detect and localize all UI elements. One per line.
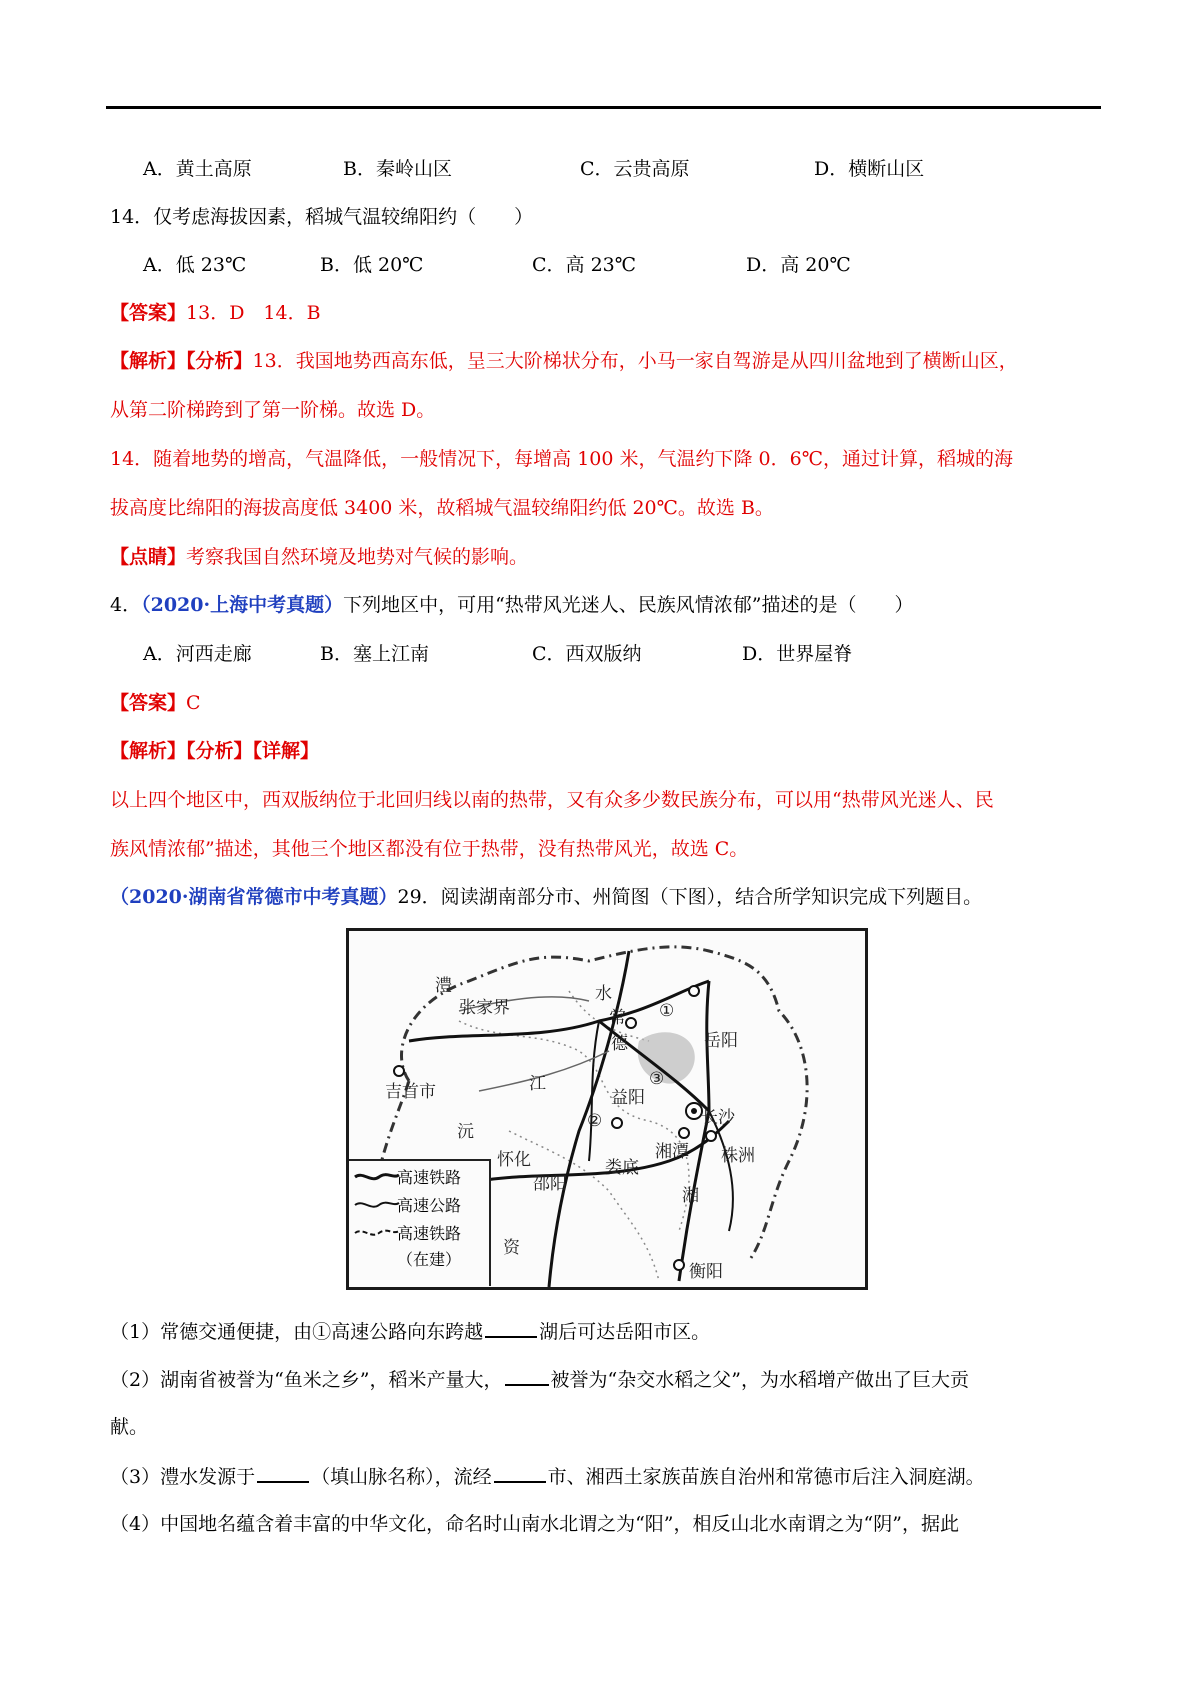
sub-question-2	[110, 1366, 969, 1393]
q4-stem-line	[110, 592, 914, 618]
analysis-1-line-2: 从第二阶梯跨到了第一阶梯。故选 D。	[110, 399, 436, 421]
legend-symbol-railway-building	[355, 1231, 399, 1235]
sub-question-3-post: 市、湘西土家族苗族自治州和常德市后注入洞庭湖。	[547, 1466, 985, 1488]
q14-option-c: C．高 23℃	[532, 254, 637, 276]
q29-stem: 29．阅读湖南部分市、州简图（下图），结合所学知识完成下列题目。	[397, 886, 983, 908]
loudi-city-symbol	[612, 1118, 622, 1128]
q4-option-d: D．世界屋脊	[742, 643, 853, 665]
legend-label-railway-building: 高速铁路	[397, 1224, 462, 1243]
map-label-xiangtan: 湘潭	[655, 1142, 689, 1162]
sub-question-1-pre: （1）常德交通便捷，由①高速公路向东跨越	[110, 1321, 484, 1343]
map-label-jishou: 吉首市	[385, 1082, 436, 1102]
zhuzhou-city-symbol	[706, 1131, 716, 1141]
analysis-1-line-3: 14．随着地势的增高，气温降低，一般情况下，每增高 100 米，气温约下降 0．6℃，通过计算，稻城的海	[110, 448, 1013, 470]
comment-1	[110, 544, 528, 570]
map-label-yuan: 沅	[457, 1122, 474, 1142]
q29-stem-line	[110, 884, 982, 910]
q29-source: （2020·湖南省常德市中考真题）	[110, 886, 398, 908]
sub-question-2-pre: （2）湖南省被誉为“鱼米之乡”，稻米产量大，	[110, 1369, 503, 1391]
comment-1-text: 考察我国自然环境及地势对气候的影响。	[186, 546, 529, 568]
map-label-loudi: 娄底	[605, 1158, 639, 1178]
sub-question-3	[110, 1463, 985, 1490]
map-label-yiyang: 益阳	[611, 1088, 645, 1108]
q13-option-b: B．秦岭山区	[343, 158, 452, 180]
analysis-1-text-1: 13．我国地势西高东低，呈三大阶梯状分布，小马一家自驾游是从四川盆地到了横断山区，	[252, 350, 1018, 372]
map-label-yueyang: 岳阳	[704, 1031, 738, 1051]
map-label-circle-1: ①	[659, 1001, 675, 1021]
legend-label-under-construction: （在建）	[397, 1250, 462, 1269]
map-label-changsha: 长沙	[701, 1108, 735, 1128]
q4-source: （2020·上海中考真题）	[141, 594, 344, 616]
q4-option-c: C．西双版纳	[532, 643, 642, 665]
map-label-xiang: 湘	[682, 1186, 699, 1206]
sub-question-2-blank[interactable]	[505, 1366, 549, 1386]
analysis-1-line-1	[110, 348, 1018, 374]
answer-1	[110, 300, 321, 326]
analysis-1-tag: 【解析】【分析】	[110, 350, 253, 372]
q4-option-a: A．河西走廊	[143, 643, 252, 665]
answer-2	[110, 690, 201, 716]
answer-1-tag: 【答案】	[110, 302, 187, 324]
map-label-shui: 水	[595, 984, 612, 1004]
q14-option-d: D．高 20℃	[746, 254, 851, 276]
map-label-shaoyang: 邵阳	[533, 1174, 567, 1194]
hunan-map	[346, 928, 868, 1290]
map-label-circle-3: ③	[649, 1069, 665, 1089]
sub-question-1	[110, 1318, 710, 1345]
q13-option-c: C．云贵高原	[580, 158, 690, 180]
map-label-zi: 资	[503, 1238, 520, 1258]
yueyang-city-symbol	[689, 986, 699, 996]
changde-city-symbol	[626, 1018, 636, 1028]
sub-question-3-pre: （3）澧水发源于	[110, 1466, 256, 1488]
legend-label-highway: 高速公路	[397, 1196, 462, 1215]
q14-stem: 14．仅考虑海拔因素，稻城气温较绵阳约（ ）	[110, 206, 534, 228]
sub-question-2-cont: 献。	[110, 1416, 149, 1438]
sub-question-1-post: 湖后可达岳阳市区。	[539, 1321, 711, 1343]
map-label-hengyang: 衡阳	[689, 1262, 723, 1282]
legend-label-railway: 高速铁路	[397, 1168, 462, 1187]
analysis-2-tag: 【解析】【分析】【详解】	[110, 740, 320, 762]
comment-1-tag: 【点睛】	[110, 546, 187, 568]
q14-option-a: A．低 23℃	[143, 254, 247, 276]
analysis-2-line-1: 以上四个地区中，西双版纳位于北回归线以南的热带，又有众多少数民族分布，可以用“热带风光迷人、民	[110, 789, 994, 811]
legend-symbol-railway	[355, 1175, 399, 1179]
sub-question-3-mid: （填山脉名称），流经	[311, 1466, 492, 1488]
q14-option-b: B．低 20℃	[320, 254, 424, 276]
changsha-city-dot	[691, 1108, 697, 1114]
map-label-jiang: 江	[529, 1074, 546, 1094]
map-label-zhuzhou: 株洲	[721, 1146, 755, 1166]
legend-symbol-highway	[355, 1203, 399, 1207]
sub-question-1-blank[interactable]	[485, 1318, 537, 1338]
answer-2-text: C	[186, 692, 201, 714]
map-label-zhangjiajie: 张家界	[459, 998, 510, 1018]
map-label-chang: 常	[609, 1008, 626, 1028]
q4-stem: 下列地区中，可用“热带风光迷人、民族风情浓郁”描述的是（ ）	[343, 594, 914, 616]
map-label-li: 澧	[435, 976, 452, 996]
map-label-de: 德	[611, 1034, 628, 1054]
q13-option-d: D．横断山区	[814, 158, 925, 180]
q4-option-b: B．塞上江南	[320, 643, 429, 665]
analysis-1-line-4: 拔高度比绵阳的海拔高度低 3400 米，故稻城气温较绵阳约低 20℃。故选 B。	[110, 497, 774, 519]
map-legend	[349, 1159, 491, 1286]
q4-number: 4．	[110, 594, 142, 616]
sub-question-4: （4）中国地名蕴含着丰富的中华文化，命名时山南水北谓之为“阳”，相反山北水南谓之为“阴”，据此	[110, 1513, 959, 1535]
header-rule	[106, 106, 1101, 109]
answer-1-text: 13．D 14．B	[186, 302, 321, 324]
map-label-circle-2: ②	[587, 1111, 603, 1131]
hengyang-city-symbol	[674, 1260, 684, 1270]
legend-symbols	[353, 1167, 403, 1277]
jishou-city-symbol	[394, 1066, 404, 1076]
sub-question-3-blank-1[interactable]	[257, 1463, 309, 1483]
answer-2-tag: 【答案】	[110, 692, 187, 714]
sub-question-2-post: 被誉为“杂交水稻之父”，为水稻增产做出了巨大贡	[550, 1369, 969, 1391]
map-label-huaihua: 怀化	[497, 1150, 531, 1170]
analysis-2-line-2: 族风情浓郁”描述，其他三个地区都没有位于热带，没有热带风光，故选 C。	[110, 838, 749, 860]
q13-option-a: A．黄土高原	[143, 158, 252, 180]
sub-question-3-blank-2[interactable]	[494, 1463, 546, 1483]
